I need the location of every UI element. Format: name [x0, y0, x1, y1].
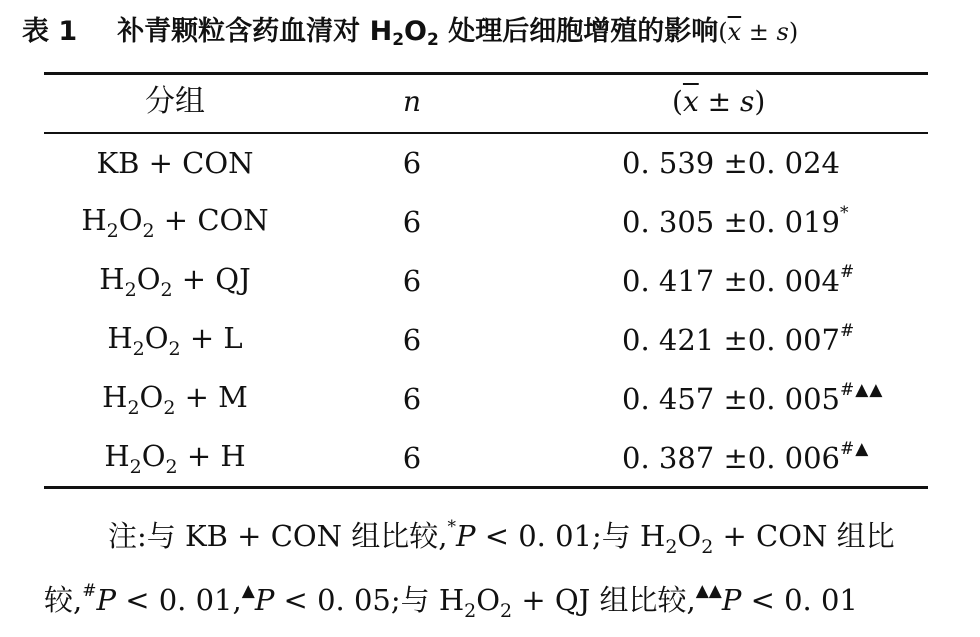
group-sub1: 2 [124, 279, 137, 301]
header-stat [672, 82, 765, 122]
note-sub: 2 [701, 536, 714, 558]
caption-stat-close: ) [788, 18, 799, 46]
note-text: < 0. 01 [741, 583, 858, 617]
significance-mark: #▲ [840, 439, 870, 459]
group-text: H [81, 203, 107, 237]
header-stat-xbar: $\overline{x}$ [682, 85, 699, 118]
value-text: 0. 305 ±0. 019 [622, 205, 840, 239]
value-cell [622, 379, 883, 419]
group-sub1: 2 [106, 220, 119, 242]
top-rule [44, 72, 928, 75]
group-sub1: 2 [127, 397, 140, 419]
note-p: P [455, 519, 476, 553]
table-note-line-1 [108, 514, 895, 558]
group-o: O [118, 203, 143, 237]
group-cell [30, 436, 320, 476]
group-sub2: 2 [168, 338, 181, 360]
note-mark-triangle: ▲ [241, 581, 255, 601]
group-sub1: 2 [132, 338, 145, 360]
group-text: H [102, 380, 128, 414]
group-o: O [144, 321, 169, 355]
note-text: O [476, 583, 501, 617]
header-stat-pm: ± [698, 85, 740, 118]
note-p: P [96, 583, 116, 617]
group-cell [30, 143, 320, 183]
caption-subscript-2: 2 [392, 30, 405, 50]
value-cell [622, 438, 869, 478]
note-sub: 2 [500, 600, 513, 622]
significance-mark: * [840, 203, 850, 223]
note-text: < 0. 05;与 H [274, 583, 465, 617]
note-text: 较, [44, 583, 83, 617]
significance-mark: #▲▲ [840, 380, 884, 400]
value-text: 0. 539 ±0. 024 [622, 146, 840, 180]
caption-title-post: 处理后细胞增殖的影响 [438, 16, 719, 47]
n-cell: 6 [402, 264, 422, 298]
header-stat-open: ( [672, 85, 683, 118]
value-cell [622, 143, 840, 183]
caption-stat-pm: ± [741, 18, 777, 46]
note-sub: 2 [665, 536, 678, 558]
caption-title-pre: 补青颗粒含药血清对 H [117, 16, 393, 47]
header-rule [44, 132, 928, 134]
group-sub1: 2 [129, 456, 142, 478]
group-o: O [141, 439, 166, 473]
table-label: 表 1 [22, 16, 78, 47]
group-text: H [99, 262, 125, 296]
group-cell [30, 318, 320, 358]
caption-subscript-2b: 2 [426, 30, 439, 50]
n-cell: 6 [402, 323, 422, 357]
n-cell: 6 [402, 382, 422, 416]
note-text: 注:与 KB + CON 组比较, [108, 519, 448, 553]
note-text: + QJ 组比较, [512, 583, 696, 617]
caption-stat-xbar: $\overline{x}$ [727, 18, 742, 46]
table-note-line-2 [44, 578, 858, 622]
caption-stat-open: ( [718, 18, 728, 46]
group-suffix: + H [177, 439, 246, 473]
value-cell [622, 261, 855, 301]
group-suffix: + M [175, 380, 248, 414]
value-text: 0. 457 ±0. 005 [622, 382, 840, 416]
n-cell: 6 [402, 441, 422, 475]
caption-stat [718, 18, 798, 46]
group-sub2: 2 [163, 397, 176, 419]
note-p: P [254, 583, 275, 617]
table-caption [22, 12, 798, 52]
note-text: + CON 组比 [713, 519, 895, 553]
group-text: H [104, 439, 130, 473]
group-suffix: + QJ [172, 262, 251, 296]
caption-stat-s: s [776, 18, 789, 46]
note-text: O [677, 519, 702, 553]
significance-mark: # [840, 262, 856, 282]
group-text: KB + CON [96, 146, 254, 180]
value-cell [622, 202, 850, 242]
group-suffix: + L [180, 321, 243, 355]
note-mark-hash: # [82, 581, 97, 601]
group-suffix: + CON [154, 203, 269, 237]
note-mark-star: * [447, 517, 456, 537]
group-o: O [136, 262, 161, 296]
group-sub2: 2 [142, 220, 155, 242]
value-text: 0. 421 ±0. 007 [622, 323, 840, 357]
header-group: 分组 [145, 84, 205, 119]
header-n: n [402, 85, 422, 118]
value-cell [622, 320, 855, 360]
group-cell [30, 377, 320, 417]
note-text: < 0. 01;与 H [475, 519, 666, 553]
note-text: < 0. 01, [115, 583, 242, 617]
group-cell [30, 200, 320, 240]
value-text: 0. 417 ±0. 004 [622, 264, 840, 298]
note-mark-double-triangle: ▲▲ [695, 581, 722, 601]
group-sub2: 2 [165, 456, 178, 478]
header-stat-s: s [740, 85, 755, 118]
note-p: P [721, 583, 742, 617]
header-stat-close: ) [754, 85, 766, 118]
group-o: O [139, 380, 164, 414]
n-cell: 6 [402, 205, 422, 239]
caption-title-o: O [404, 16, 427, 47]
bottom-rule [44, 486, 928, 489]
group-cell [30, 259, 320, 299]
n-cell: 6 [402, 146, 422, 180]
group-sub2: 2 [160, 279, 173, 301]
note-sub: 2 [464, 600, 477, 622]
group-text: H [107, 321, 133, 355]
significance-mark: # [840, 321, 856, 341]
value-text: 0. 387 ±0. 006 [622, 441, 840, 475]
